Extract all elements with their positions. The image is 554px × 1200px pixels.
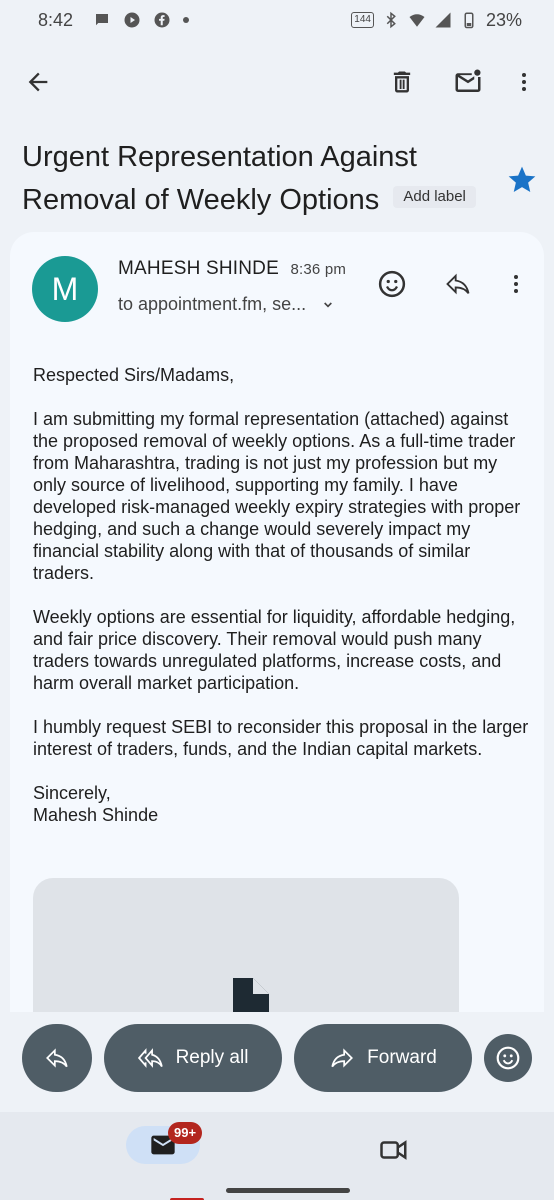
- reply-all-label: Reply all: [175, 1047, 249, 1068]
- forward-button[interactable]: [294, 1024, 472, 1092]
- more-vert-icon: [504, 272, 528, 296]
- bottom-navigation: [0, 1112, 554, 1200]
- body-paragraph: I am submitting my formal representation (attached) against the proposed removal of weekly options. As a full-time trader from Maharashtra, trading is not just my profession but my only source of livelihood, supporting my family. I have developed risk-managed weekly expiry strategies with proper hedging, and such a change would severely impact my financial stability along with that of thousands of similar traders.: [33, 409, 521, 583]
- file-icon: [229, 978, 269, 1012]
- chat-bubble-icon: [93, 11, 111, 29]
- unread-count-badge: 99+: [168, 1122, 202, 1144]
- star-icon[interactable]: [506, 164, 538, 196]
- reply-icon: [444, 270, 472, 298]
- play-circle-icon: [123, 11, 141, 29]
- closing: Sincerely,: [33, 783, 111, 803]
- delete-button[interactable]: [382, 62, 422, 102]
- body-paragraph: Weekly options are essential for liquidity, affordable hedging, and fair price discovery. Their removal would push many traders towards unregulated platforms, increase costs, and harm overall market participation.: [33, 607, 516, 693]
- video-camera-icon: [379, 1135, 409, 1165]
- forward-label: Forward: [367, 1047, 437, 1068]
- battery-icon: [460, 11, 478, 29]
- reply-all-button[interactable]: [104, 1024, 282, 1092]
- battery-percent: 23%: [485, 9, 522, 30]
- arrow-back-icon: [24, 68, 52, 96]
- reply-actions: [0, 1024, 554, 1092]
- notification-icons: [93, 11, 189, 29]
- message-card: [10, 232, 544, 1012]
- reply-button[interactable]: [438, 264, 478, 304]
- chevron-down-icon: [320, 297, 336, 313]
- bottom-emoji-button[interactable]: [484, 1034, 532, 1082]
- sender-line: [118, 258, 346, 280]
- nav-meet-tab[interactable]: [374, 1130, 414, 1170]
- reply-icon: [44, 1045, 70, 1071]
- emoji-icon: [495, 1045, 521, 1071]
- bottom-reply-button[interactable]: [22, 1024, 92, 1092]
- status-bar: [0, 0, 554, 40]
- status-time: 8:42: [38, 9, 74, 30]
- signature: Mahesh Shinde: [33, 805, 159, 825]
- back-button[interactable]: [18, 62, 58, 102]
- system-icons: [351, 10, 522, 31]
- sender-name: MAHESH SHINDE: [118, 258, 279, 279]
- refresh-rate-icon: 144: [351, 12, 374, 28]
- react-emoji-button[interactable]: [372, 264, 412, 304]
- sender-avatar[interactable]: M: [32, 256, 98, 322]
- more-options-button[interactable]: [504, 62, 544, 102]
- mark-unread-button[interactable]: [448, 62, 488, 102]
- home-indicator[interactable]: [226, 1188, 350, 1193]
- more-notifications-dot: [183, 17, 189, 23]
- facebook-icon: [153, 11, 171, 29]
- email-subject: [22, 136, 492, 222]
- greeting: Respected Sirs/Madams,: [33, 365, 235, 385]
- signal-icon: [434, 11, 452, 29]
- wifi-icon: [408, 11, 426, 29]
- reply-all-icon: [138, 1045, 164, 1071]
- forward-icon: [329, 1045, 355, 1071]
- recipients-toggle[interactable]: [118, 294, 336, 315]
- body-paragraph: I humbly request SEBI to reconsider this proposal in the larger interest of traders, funds, and the Indian capital markets.: [33, 717, 529, 759]
- trash-icon: [388, 68, 416, 96]
- bluetooth-icon: [382, 11, 400, 29]
- message-body: [33, 364, 533, 826]
- attachment-preview[interactable]: [33, 878, 459, 1012]
- message-time: 8:36 pm: [290, 261, 347, 278]
- top-app-bar: [0, 52, 554, 112]
- mark-unread-icon: [453, 67, 483, 97]
- more-vert-icon: [512, 70, 536, 94]
- emoji-icon: [377, 269, 407, 299]
- add-label-button[interactable]: Add label: [393, 186, 476, 208]
- message-more-button[interactable]: [496, 264, 536, 304]
- subject-title: Urgent Representation Against Removal of Weekly Options: [22, 141, 417, 216]
- recipients-text: to appointment.fm, se...: [118, 294, 307, 314]
